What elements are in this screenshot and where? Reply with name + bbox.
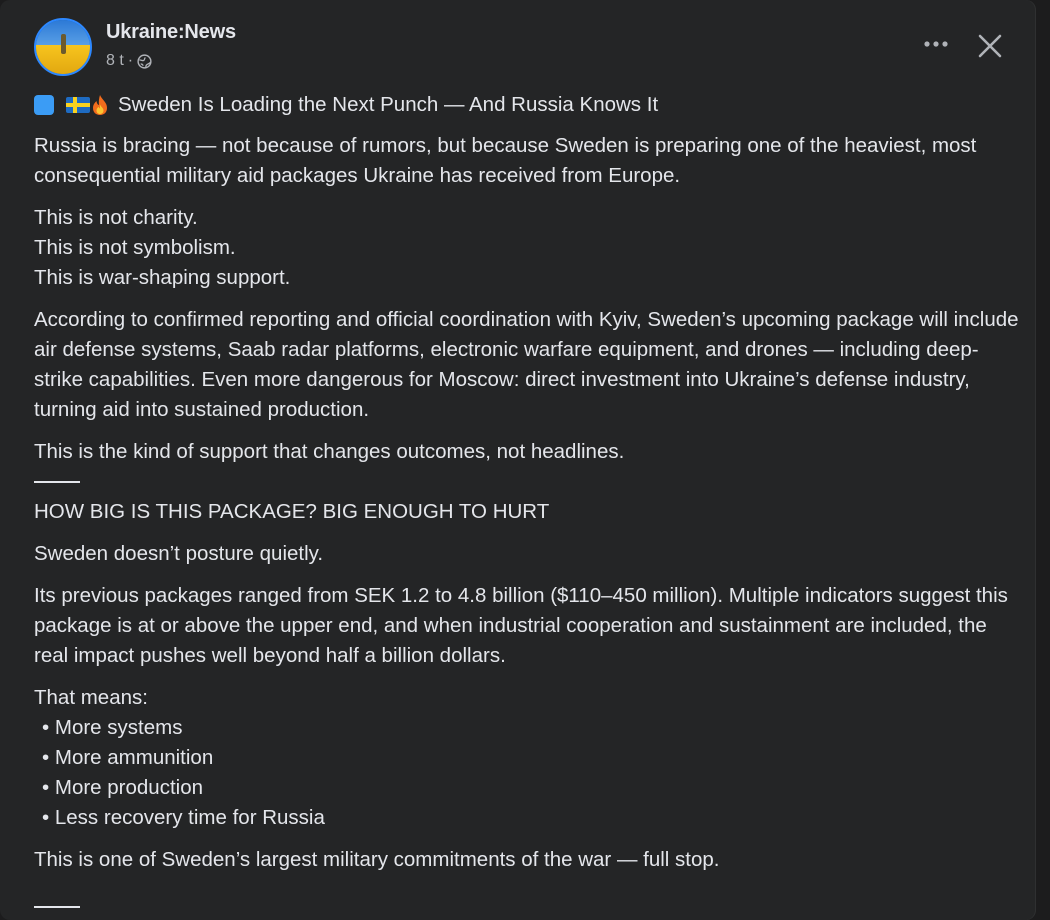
paragraph-posture: Sweden doesn’t posture quietly.: [34, 542, 324, 565]
post-body: [34, 90, 1024, 887]
paragraph-package-details: According to confirmed reporting and official coordination with Kyiv, Sweden’s upcoming package will include air defense systems, Saab radar platforms, electronic warfare equipment, and drones — including deep-strike capabilities. Even more dangerous for Moscow: direct investment into Ukraine’s defense industry, turning aid into sustained production.: [34, 308, 1019, 421]
paragraph-statements: [34, 203, 1024, 293]
bullet-list-intro: That means:: [34, 686, 148, 709]
globe-icon: [137, 54, 152, 69]
page-avatar[interactable]: [34, 18, 92, 76]
post-title: Sweden Is Loading the Next Punch — And Russia Knows It: [118, 93, 659, 116]
post-header: [34, 18, 1024, 78]
list-item: • Less recovery time for Russia: [42, 806, 325, 829]
paragraph-package-size: Its previous packages ranged from SEK 1.2 to 4.8 billion ($110–450 million). Multiple indicators suggest this package is at or above the upper end, and when industrial cooperation and sustainment are included, the real impact pushes well beyond half a billion dollars.: [34, 584, 1008, 667]
page-name-link[interactable]: Ukraine:News: [106, 21, 236, 43]
post-meta: [106, 52, 152, 70]
more-options-icon: [923, 40, 949, 48]
fire-icon: [90, 94, 110, 116]
sweden-flag-icon: [66, 97, 90, 113]
post-timestamp[interactable]: 8 t: [106, 52, 124, 69]
blue-square-icon: [34, 95, 54, 115]
statement-line: This is war-shaping support.: [34, 266, 291, 289]
close-button[interactable]: [972, 28, 1008, 64]
meta-separator: ·: [127, 52, 134, 69]
bullet-list: [34, 683, 1024, 833]
paragraph-conclusion: This is one of Sweden’s largest military commitments of the war — full stop.: [34, 848, 720, 871]
list-item: • More systems: [42, 716, 183, 739]
statement-line: This is not charity.: [34, 206, 198, 229]
section-divider-bottom: [34, 906, 80, 908]
list-item: • More ammunition: [42, 746, 214, 769]
statement-line: This is not symbolism.: [34, 236, 236, 259]
post-title-line: [34, 90, 1024, 120]
section-divider: [34, 481, 80, 483]
close-icon: [978, 34, 1002, 58]
paragraph-intro: Russia is bracing — not because of rumors, but because Sweden is preparing one of the heaviest, most consequential military aid packages Ukraine has received from Europe.: [34, 134, 977, 187]
more-options-button[interactable]: [920, 28, 952, 60]
section-heading: HOW BIG IS THIS PACKAGE? BIG ENOUGH TO HURT: [34, 500, 550, 523]
list-item: • More production: [42, 776, 204, 799]
paragraph-outcomes: This is the kind of support that changes outcomes, not headlines.: [34, 440, 625, 463]
